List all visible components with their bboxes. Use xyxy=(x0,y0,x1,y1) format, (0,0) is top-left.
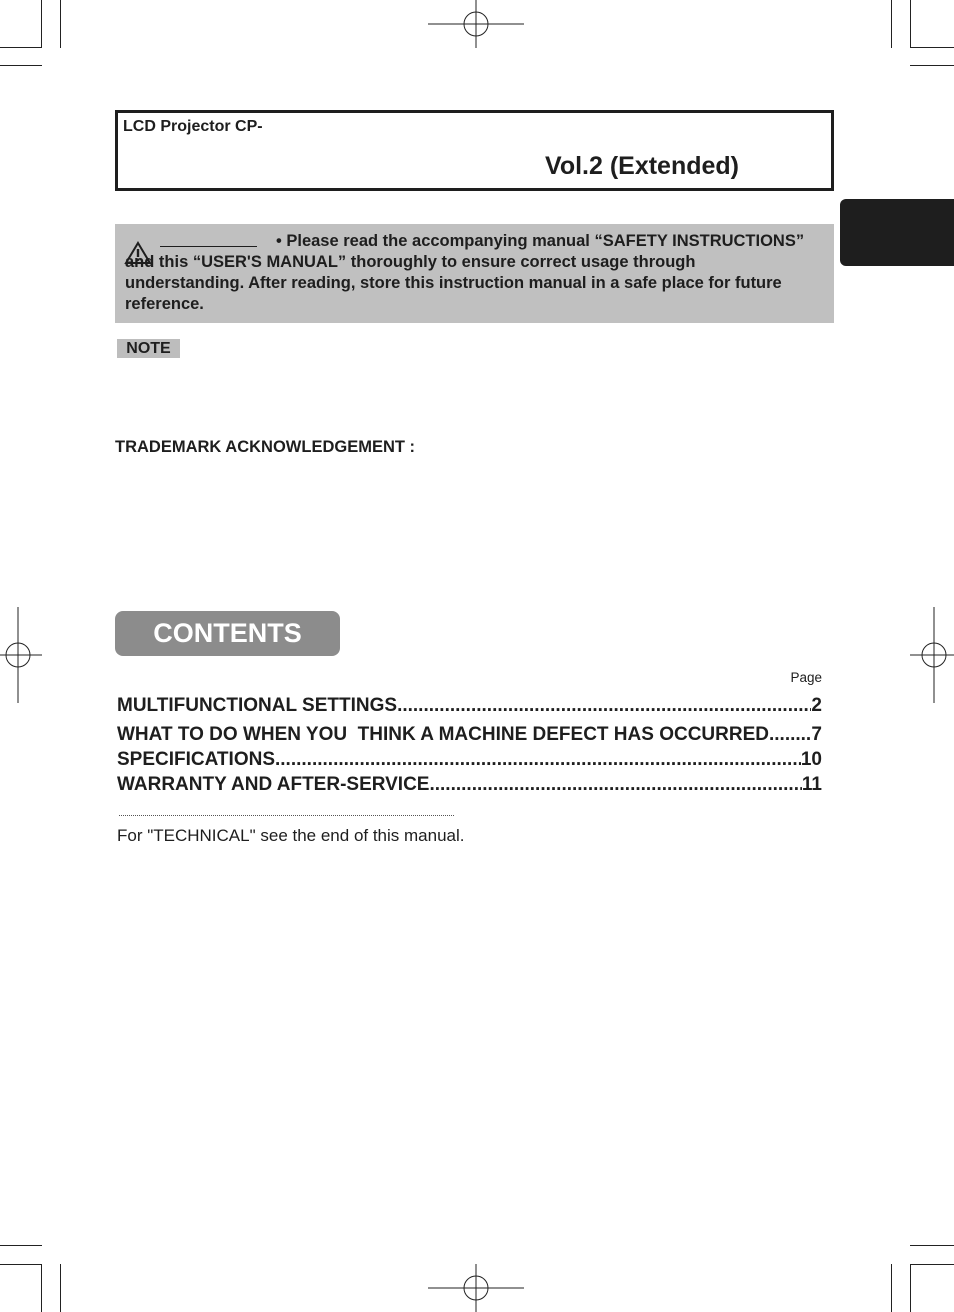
crop-mark xyxy=(910,65,954,66)
trademark-heading: TRADEMARK ACKNOWLEDGEMENT : xyxy=(115,438,416,456)
toc-entry-title: WARRANTY AND AFTER-SERVICE xyxy=(117,774,430,795)
technical-footnote: For "TECHNICAL" see the end of this manual. xyxy=(117,826,465,845)
note-label: NOTE xyxy=(117,339,180,358)
crop-mark xyxy=(891,1264,892,1312)
toc-leader xyxy=(397,695,811,717)
toc-entry[interactable] xyxy=(117,695,822,717)
crop-mark xyxy=(0,1264,42,1265)
crop-mark xyxy=(910,0,911,48)
toc-entry-page: 11 xyxy=(801,774,822,795)
crop-mark xyxy=(0,65,42,66)
section-tab xyxy=(840,199,954,266)
toc-entry[interactable] xyxy=(117,724,822,746)
page-column-label: Page xyxy=(790,670,822,685)
toc-entry-page: 10 xyxy=(800,749,822,770)
crop-mark xyxy=(910,1264,911,1312)
toc-leader xyxy=(275,749,801,771)
toc-entry[interactable] xyxy=(117,749,822,771)
toc-entry-title: MULTIFUNCTIONAL SETTINGS xyxy=(117,695,398,716)
toc-entry[interactable] xyxy=(117,774,822,796)
toc-entry-page: 7 xyxy=(811,724,822,745)
crop-mark xyxy=(60,1264,61,1312)
crop-mark xyxy=(60,0,61,48)
volume-title: Vol.2 (Extended) xyxy=(545,152,740,180)
crop-mark xyxy=(41,1264,42,1312)
crop-mark xyxy=(41,0,42,48)
crop-mark xyxy=(0,47,42,48)
crop-mark xyxy=(891,0,892,48)
dotted-separator xyxy=(119,815,454,816)
warning-box xyxy=(115,224,834,323)
toc-leader xyxy=(429,774,801,796)
title-box xyxy=(115,110,834,191)
crop-mark xyxy=(910,1245,954,1246)
toc-entry-title: WHAT TO DO WHEN YOU THINK A MACHINE DEFECT HAS OCCURRED xyxy=(117,724,769,745)
warning-text: • Please read the accompanying manual “SAFETY INSTRUCTIONS” and this “USER'S MANUAL” thoroughly to ensure correct usage through understanding. After reading, store this instruction manual in a safe place for future reference. xyxy=(125,232,805,313)
registration-mark-icon xyxy=(910,607,954,703)
model-name: LCD Projector CP- xyxy=(123,118,263,135)
contents-heading: CONTENTS xyxy=(115,611,340,656)
toc-entry-page: 2 xyxy=(811,695,822,716)
registration-mark-icon xyxy=(428,1264,524,1312)
toc-leader xyxy=(769,724,811,746)
registration-mark-icon xyxy=(0,607,42,703)
crop-mark xyxy=(0,1245,42,1246)
crop-mark xyxy=(910,1264,954,1265)
crop-mark xyxy=(910,47,954,48)
registration-mark-icon xyxy=(428,0,524,48)
toc-entry-title: SPECIFICATIONS xyxy=(117,749,275,770)
